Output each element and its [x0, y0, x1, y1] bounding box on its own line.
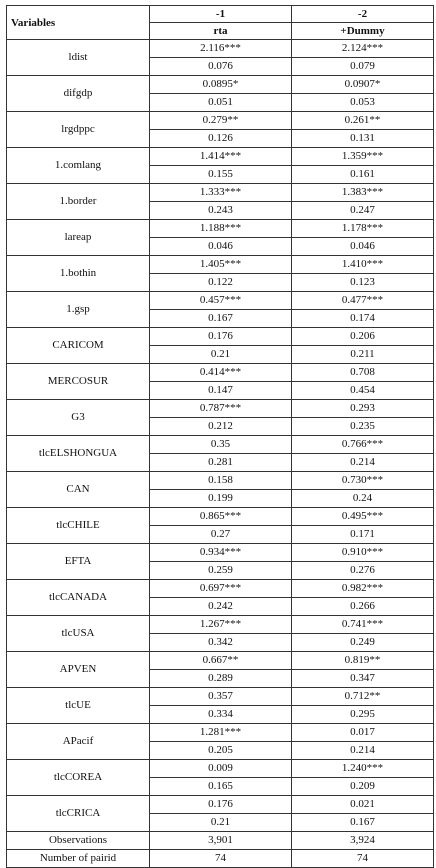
standard-error-col-2: 0.266	[292, 598, 434, 616]
standard-error-col-2: 0.161	[292, 166, 434, 184]
standard-error-col-2: 0.167	[292, 814, 434, 832]
standard-error-col-1: 0.155	[150, 166, 292, 184]
variable-name: lrgdppc	[7, 112, 150, 148]
variable-name: 1.border	[7, 184, 150, 220]
standard-error-col-2: 0.211	[292, 346, 434, 364]
coefficient-col-2: 0.766***	[292, 436, 434, 454]
variable-name: EFTA	[7, 544, 150, 580]
standard-error-col-1: 0.259	[150, 562, 292, 580]
coefficient-row	[7, 40, 434, 58]
standard-error-col-2: 0.046	[292, 238, 434, 256]
variable-name: CAN	[7, 472, 150, 508]
column-2-number: -2	[292, 6, 434, 23]
standard-error-col-1: 0.147	[150, 382, 292, 400]
coefficient-col-2: 1.383***	[292, 184, 434, 202]
variable-name: tlcCRICA	[7, 796, 150, 832]
coefficient-row	[7, 148, 434, 166]
coefficient-row	[7, 724, 434, 742]
standard-error-col-1: 0.165	[150, 778, 292, 796]
coefficient-col-1: 0.787***	[150, 400, 292, 418]
coefficient-col-1: 0.009	[150, 760, 292, 778]
coefficient-col-1: 0.697***	[150, 580, 292, 598]
variables-header: Variables	[7, 6, 150, 40]
variable-name: tlcCANADA	[7, 580, 150, 616]
standard-error-col-2: 0.209	[292, 778, 434, 796]
coefficient-col-1: 0.158	[150, 472, 292, 490]
coefficient-col-2: 0.712**	[292, 688, 434, 706]
coefficient-col-2: 0.206	[292, 328, 434, 346]
variable-name: ldist	[7, 40, 150, 76]
coefficient-row	[7, 580, 434, 598]
standard-error-col-2: 0.174	[292, 310, 434, 328]
coefficient-row	[7, 508, 434, 526]
summary-value-col-2: 3,924	[292, 832, 434, 850]
variable-name: APacif	[7, 724, 150, 760]
coefficient-col-2: 1.178***	[292, 220, 434, 238]
coefficient-col-1: 0.414***	[150, 364, 292, 382]
standard-error-col-1: 0.21	[150, 346, 292, 364]
standard-error-col-1: 0.122	[150, 274, 292, 292]
coefficient-col-2: 0.495***	[292, 508, 434, 526]
coefficient-col-2: 0.477***	[292, 292, 434, 310]
standard-error-col-2: 0.247	[292, 202, 434, 220]
coefficient-col-1: 0.0895*	[150, 76, 292, 94]
coefficient-col-2: 0.0907*	[292, 76, 434, 94]
coefficient-col-2: 1.410***	[292, 256, 434, 274]
coefficient-col-1: 1.281***	[150, 724, 292, 742]
standard-error-col-2: 0.131	[292, 130, 434, 148]
coefficient-col-1: 2.116***	[150, 40, 292, 58]
variable-name: lareap	[7, 220, 150, 256]
coefficient-row	[7, 472, 434, 490]
variable-name: MERCOSUR	[7, 364, 150, 400]
coefficient-col-2: 1.359***	[292, 148, 434, 166]
coefficient-col-1: 1.414***	[150, 148, 292, 166]
coefficient-col-2: 0.982***	[292, 580, 434, 598]
standard-error-col-1: 0.243	[150, 202, 292, 220]
column-1-name: rta	[150, 23, 292, 40]
coefficient-row	[7, 616, 434, 634]
coefficient-col-1: 0.457***	[150, 292, 292, 310]
coefficient-row	[7, 112, 434, 130]
coefficient-row	[7, 364, 434, 382]
coefficient-row	[7, 544, 434, 562]
column-2-name: +Dummy	[292, 23, 434, 40]
coefficient-row	[7, 328, 434, 346]
coefficient-row	[7, 436, 434, 454]
standard-error-col-2: 0.249	[292, 634, 434, 652]
coefficient-col-2: 0.293	[292, 400, 434, 418]
variable-name: G3	[7, 400, 150, 436]
coefficient-col-1: 0.934***	[150, 544, 292, 562]
standard-error-col-1: 0.199	[150, 490, 292, 508]
coefficient-col-2: 0.730***	[292, 472, 434, 490]
coefficient-col-1: 0.357	[150, 688, 292, 706]
standard-error-col-1: 0.281	[150, 454, 292, 472]
coefficient-col-1: 1.188***	[150, 220, 292, 238]
coefficient-col-1: 0.176	[150, 328, 292, 346]
coefficient-row	[7, 76, 434, 94]
standard-error-col-1: 0.342	[150, 634, 292, 652]
standard-error-col-2: 0.276	[292, 562, 434, 580]
summary-value-col-1: 74	[150, 850, 292, 868]
coefficient-row	[7, 760, 434, 778]
regression-table	[6, 5, 434, 868]
coefficient-col-2: 2.124***	[292, 40, 434, 58]
standard-error-col-2: 0.214	[292, 742, 434, 760]
standard-error-col-1: 0.167	[150, 310, 292, 328]
coefficient-col-2: 0.819**	[292, 652, 434, 670]
coefficient-col-1: 1.333***	[150, 184, 292, 202]
standard-error-col-1: 0.051	[150, 94, 292, 112]
coefficient-col-2: 0.261**	[292, 112, 434, 130]
coefficient-col-1: 0.865***	[150, 508, 292, 526]
variable-name: tlcUE	[7, 688, 150, 724]
variable-name: tlcELSHONGUA	[7, 436, 150, 472]
coefficient-col-2: 0.708	[292, 364, 434, 382]
standard-error-col-1: 0.076	[150, 58, 292, 76]
variable-name: 1.comlang	[7, 148, 150, 184]
coefficient-col-1: 0.35	[150, 436, 292, 454]
standard-error-col-1: 0.212	[150, 418, 292, 436]
coefficient-col-1: 1.405***	[150, 256, 292, 274]
standard-error-col-1: 0.205	[150, 742, 292, 760]
coefficient-col-1: 0.667**	[150, 652, 292, 670]
standard-error-col-2: 0.454	[292, 382, 434, 400]
coefficient-row	[7, 652, 434, 670]
standard-error-col-1: 0.21	[150, 814, 292, 832]
standard-error-col-1: 0.242	[150, 598, 292, 616]
standard-error-col-1: 0.046	[150, 238, 292, 256]
column-1-number: -1	[150, 6, 292, 23]
standard-error-col-1: 0.27	[150, 526, 292, 544]
standard-error-col-2: 0.214	[292, 454, 434, 472]
coefficient-row	[7, 796, 434, 814]
header-row-numbers	[7, 6, 434, 23]
summary-label: Observations	[7, 832, 150, 850]
variable-name: tlcCOREA	[7, 760, 150, 796]
table-body	[7, 6, 434, 868]
coefficient-row	[7, 292, 434, 310]
coefficient-col-1: 0.279**	[150, 112, 292, 130]
standard-error-col-1: 0.289	[150, 670, 292, 688]
coefficient-col-2: 0.017	[292, 724, 434, 742]
standard-error-col-1: 0.126	[150, 130, 292, 148]
coefficient-col-2: 0.741***	[292, 616, 434, 634]
standard-error-col-2: 0.079	[292, 58, 434, 76]
standard-error-col-2: 0.295	[292, 706, 434, 724]
coefficient-row	[7, 184, 434, 202]
standard-error-col-2: 0.123	[292, 274, 434, 292]
standard-error-col-2: 0.235	[292, 418, 434, 436]
standard-error-col-2: 0.347	[292, 670, 434, 688]
summary-row	[7, 850, 434, 868]
summary-row	[7, 832, 434, 850]
summary-label: Number of pairid	[7, 850, 150, 868]
coefficient-row	[7, 256, 434, 274]
coefficient-row	[7, 688, 434, 706]
summary-value-col-2: 74	[292, 850, 434, 868]
variable-name: difgdp	[7, 76, 150, 112]
standard-error-col-2: 0.053	[292, 94, 434, 112]
coefficient-col-1: 0.176	[150, 796, 292, 814]
variable-name: tlcCHILE	[7, 508, 150, 544]
coefficient-col-1: 1.267***	[150, 616, 292, 634]
coefficient-row	[7, 220, 434, 238]
variable-name: 1.bothin	[7, 256, 150, 292]
summary-value-col-1: 3,901	[150, 832, 292, 850]
coefficient-col-2: 1.240***	[292, 760, 434, 778]
coefficient-col-2: 0.021	[292, 796, 434, 814]
variable-name: APVEN	[7, 652, 150, 688]
variable-name: 1.gsp	[7, 292, 150, 328]
variable-name: tlcUSA	[7, 616, 150, 652]
standard-error-col-2: 0.24	[292, 490, 434, 508]
coefficient-row	[7, 400, 434, 418]
variable-name: CARICOM	[7, 328, 150, 364]
coefficient-col-2: 0.910***	[292, 544, 434, 562]
standard-error-col-2: 0.171	[292, 526, 434, 544]
standard-error-col-1: 0.334	[150, 706, 292, 724]
